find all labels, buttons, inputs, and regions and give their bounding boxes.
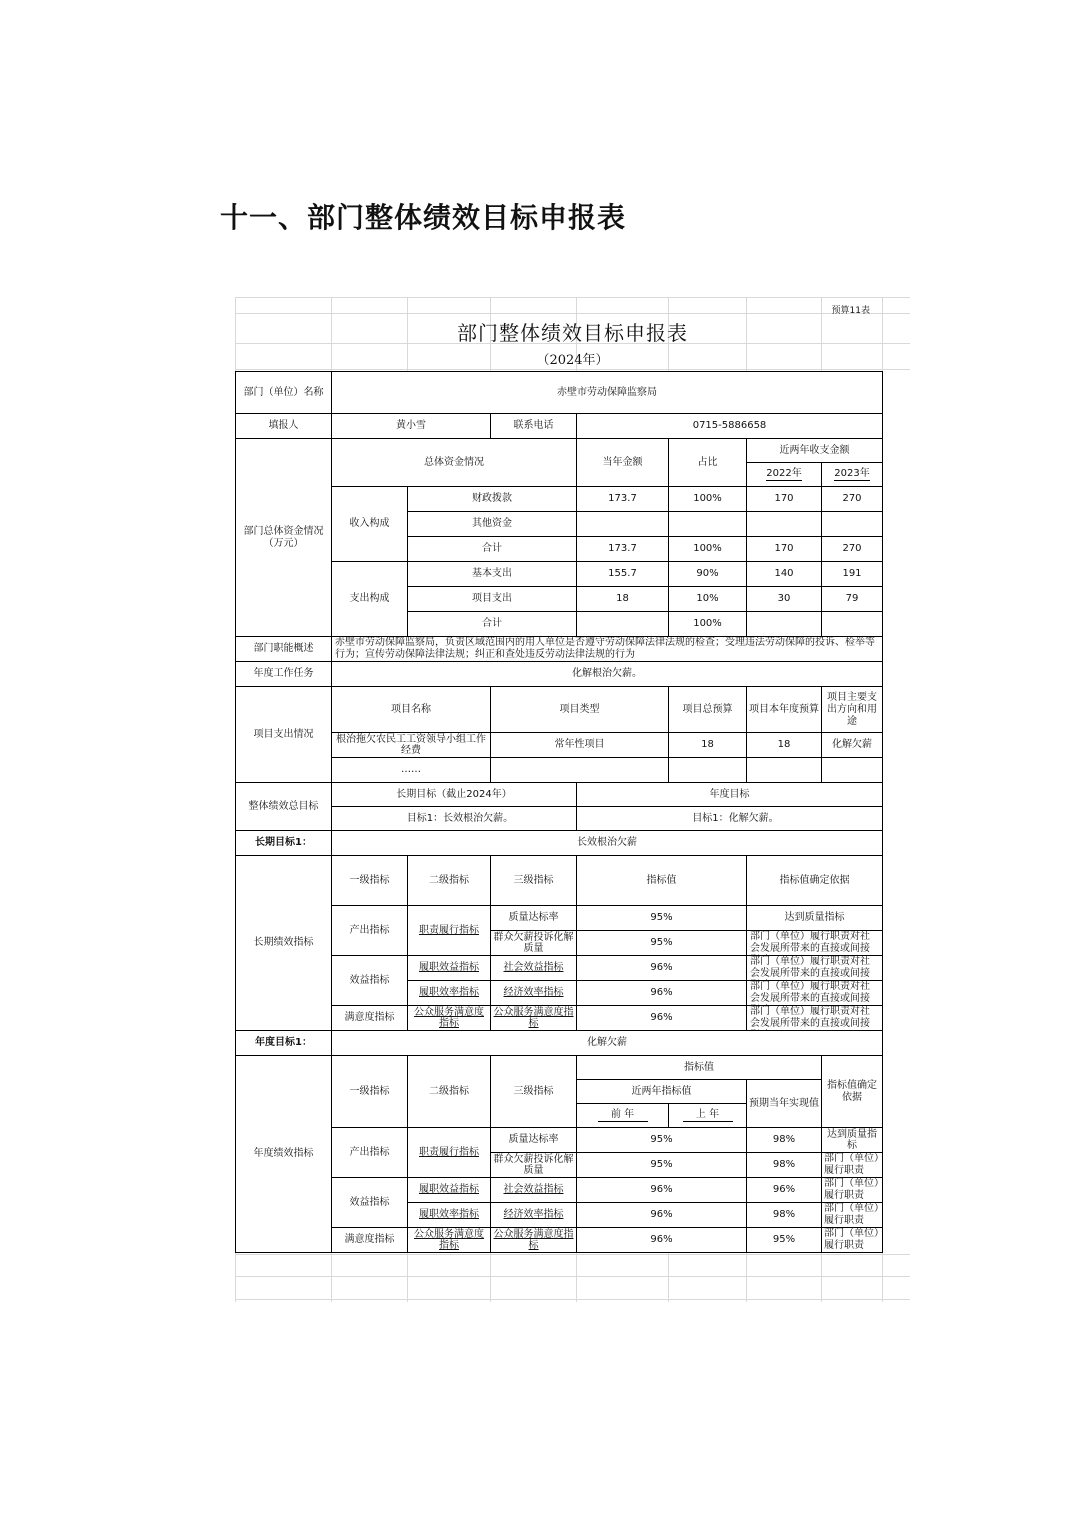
fund-row-name: 其他资金 bbox=[408, 512, 577, 537]
annual-basis: 部门（单位）履行职责 bbox=[822, 1153, 883, 1178]
phone-value: 0715-5886658 bbox=[577, 414, 883, 439]
overall-goal-label: 整体绩效总目标 bbox=[236, 783, 332, 831]
project-header-name: 项目名称 bbox=[332, 687, 491, 733]
project-type bbox=[491, 758, 669, 783]
funds-ratio-label: 占比 bbox=[669, 439, 747, 487]
long-indicators-label: 长期绩效指标 bbox=[236, 856, 332, 1031]
annual-goal-text: 目标1：化解欠薪。 bbox=[577, 807, 883, 831]
annual-expected: 96% bbox=[747, 1178, 822, 1203]
long-basis: 部门（单位）履行职责对社会发展所带来的直接或间接 bbox=[747, 1006, 883, 1031]
annual-recent: 96% bbox=[577, 1178, 747, 1203]
annual-header-l3: 三级指标 bbox=[491, 1056, 577, 1128]
long-goal-label: 长期目标（截止2024年） bbox=[332, 783, 577, 807]
document-number: 预算11表 bbox=[831, 306, 870, 316]
annual-recent: 95% bbox=[577, 1128, 747, 1153]
task-label: 年度工作任务 bbox=[236, 662, 332, 687]
fund-row-amount: 155.7 bbox=[577, 562, 669, 587]
fund-row-name: 基本支出 bbox=[408, 562, 577, 587]
task-text: 化解根治欠薪。 bbox=[332, 662, 883, 687]
long-l2: 职责履行指标 bbox=[408, 906, 491, 956]
long-l1-satisfaction: 满意度指标 bbox=[332, 1006, 408, 1031]
long-goal-text: 目标1：长效根治欠薪。 bbox=[332, 807, 577, 831]
project-name: 根治拖欠农民工工资领导小组工作经费 bbox=[332, 733, 491, 758]
annual-l3: 经济效率指标 bbox=[491, 1203, 577, 1228]
spreadsheet-sheet bbox=[235, 297, 910, 1302]
filler-label: 填报人 bbox=[236, 414, 332, 439]
long-basis: 部门（单位）履行职责对社会发展所带来的直接或间接 bbox=[747, 956, 883, 981]
project-header-total: 项目总预算 bbox=[669, 687, 747, 733]
project-annual: 18 bbox=[747, 733, 822, 758]
annual-header-l2: 二级指标 bbox=[408, 1056, 491, 1128]
fund-row-y2: 270 bbox=[822, 537, 883, 562]
long-header-l1: 一级指标 bbox=[332, 856, 408, 906]
long-basis: 部门（单位）履行职责对社会发展所带来的直接或间接 bbox=[747, 931, 883, 956]
long-term-value: 长效根治欠薪 bbox=[332, 831, 883, 856]
long-header-l2: 二级指标 bbox=[408, 856, 491, 906]
fund-row-amount: 173.7 bbox=[577, 537, 669, 562]
annual-l2: 公众服务满意度指标 bbox=[408, 1228, 491, 1253]
fund-row-y2: 79 bbox=[822, 587, 883, 612]
annual-recent: 96% bbox=[577, 1203, 747, 1228]
fund-row-name: 合计 bbox=[408, 537, 577, 562]
page-heading: 十一、部门整体绩效目标申报表 bbox=[220, 201, 627, 234]
fund-row-ratio: 10% bbox=[669, 587, 747, 612]
annual-l3: 质量达标率 bbox=[491, 1128, 577, 1153]
funds-year2: 2023年 bbox=[822, 463, 883, 487]
fund-row-y1: 30 bbox=[747, 587, 822, 612]
annual-basis: 部门（单位）履行职责 bbox=[822, 1203, 883, 1228]
project-total: 18 bbox=[669, 733, 747, 758]
fund-row-y1: 170 bbox=[747, 487, 822, 512]
annual-expected: 98% bbox=[747, 1153, 822, 1178]
long-basis: 达到质量指标 bbox=[747, 906, 883, 931]
fund-row-y1 bbox=[747, 512, 822, 537]
annual-l2: 职责履行指标 bbox=[408, 1128, 491, 1178]
fund-row-y1 bbox=[747, 612, 822, 637]
long-l3: 经济效率指标 bbox=[491, 981, 577, 1006]
project-header-use: 项目主要支出方向和用途 bbox=[822, 687, 883, 733]
annual-target-value: 化解欠薪 bbox=[332, 1031, 883, 1056]
fund-row-ratio: 100% bbox=[669, 537, 747, 562]
funds-recent-label: 近两年收支金额 bbox=[747, 439, 883, 463]
fund-row-y2: 191 bbox=[822, 562, 883, 587]
project-use bbox=[822, 758, 883, 783]
project-name: …… bbox=[332, 758, 491, 783]
annual-header-prev: 前 年 bbox=[577, 1104, 669, 1128]
fund-row-amount bbox=[577, 612, 669, 637]
fund-row-name: 财政拨款 bbox=[408, 487, 577, 512]
annual-expected: 95% bbox=[747, 1228, 822, 1253]
fund-row-name: 项目支出 bbox=[408, 587, 577, 612]
expense-label: 支出构成 bbox=[332, 562, 408, 637]
long-l2: 履职效益指标 bbox=[408, 956, 491, 981]
long-value: 96% bbox=[577, 981, 747, 1006]
annual-recent: 96% bbox=[577, 1228, 747, 1253]
annual-l1-benefit: 效益指标 bbox=[332, 1178, 408, 1228]
annual-header-l1: 一级指标 bbox=[332, 1056, 408, 1128]
annual-header-last: 上 年 bbox=[669, 1104, 747, 1128]
performance-table bbox=[235, 371, 883, 1253]
fund-row-ratio: 100% bbox=[669, 487, 747, 512]
fund-row-ratio bbox=[669, 512, 747, 537]
phone-label: 联系电话 bbox=[491, 414, 577, 439]
function-label: 部门职能概述 bbox=[236, 637, 332, 662]
project-type: 常年性项目 bbox=[491, 733, 669, 758]
annual-recent: 95% bbox=[577, 1153, 747, 1178]
long-value: 96% bbox=[577, 1006, 747, 1031]
project-header-type: 项目类型 bbox=[491, 687, 669, 733]
annual-basis: 部门（单位）履行职责 bbox=[822, 1178, 883, 1203]
funds-overall-label: 总体资金情况 bbox=[332, 439, 577, 487]
long-l1-benefit: 效益指标 bbox=[332, 956, 408, 1006]
fund-row-y2 bbox=[822, 512, 883, 537]
annual-l2: 履职效率指标 bbox=[408, 1203, 491, 1228]
annual-l3: 社会效益指标 bbox=[491, 1178, 577, 1203]
annual-expected: 98% bbox=[747, 1128, 822, 1153]
annual-l3: 公众服务满意度指标 bbox=[491, 1228, 577, 1253]
dept-name-value: 赤壁市劳动保障监察局 bbox=[332, 372, 883, 414]
fund-row-amount bbox=[577, 512, 669, 537]
annual-l2: 履职效益指标 bbox=[408, 1178, 491, 1203]
long-l3: 公众服务满意度指标 bbox=[491, 1006, 577, 1031]
funds-section-label: 部门总体资金情况（万元） bbox=[236, 439, 332, 637]
long-term-label: 长期目标1： bbox=[236, 831, 332, 856]
annual-target-label: 年度目标1： bbox=[236, 1031, 332, 1056]
annual-l3: 群众欠薪投诉化解质量 bbox=[491, 1153, 577, 1178]
long-l3: 社会效益指标 bbox=[491, 956, 577, 981]
annual-expected: 98% bbox=[747, 1203, 822, 1228]
fund-row-ratio: 90% bbox=[669, 562, 747, 587]
long-value: 96% bbox=[577, 956, 747, 981]
long-header-basis: 指标值确定依据 bbox=[747, 856, 883, 906]
annual-header-expected: 预期当年实现值 bbox=[747, 1080, 822, 1128]
project-total bbox=[669, 758, 747, 783]
long-header-l3: 三级指标 bbox=[491, 856, 577, 906]
fund-row-y1: 170 bbox=[747, 537, 822, 562]
fund-row-y2: 270 bbox=[822, 487, 883, 512]
document-year: （2024年） bbox=[536, 353, 609, 368]
long-basis: 部门（单位）履行职责对社会发展所带来的直接或间接 bbox=[747, 981, 883, 1006]
long-value: 95% bbox=[577, 931, 747, 956]
fund-row-y2 bbox=[822, 612, 883, 637]
fund-row-amount: 173.7 bbox=[577, 487, 669, 512]
long-l2: 履职效率指标 bbox=[408, 981, 491, 1006]
funds-year1: 2022年 bbox=[747, 463, 822, 487]
long-header-value: 指标值 bbox=[577, 856, 747, 906]
project-header-annual: 项目本年度预算 bbox=[747, 687, 822, 733]
income-label: 收入构成 bbox=[332, 487, 408, 562]
annual-goal-label: 年度目标 bbox=[577, 783, 883, 807]
annual-basis: 部门（单位）履行职责 bbox=[822, 1228, 883, 1253]
fund-row-name: 合计 bbox=[408, 612, 577, 637]
annual-indicators-label: 年度绩效指标 bbox=[236, 1056, 332, 1253]
long-l1-output: 产出指标 bbox=[332, 906, 408, 956]
annual-header-basis: 指标值确定依据 bbox=[822, 1056, 883, 1128]
fund-row-amount: 18 bbox=[577, 587, 669, 612]
long-l3: 质量达标率 bbox=[491, 906, 577, 931]
long-l3: 群众欠薪投诉化解质量 bbox=[491, 931, 577, 956]
annual-l1-output: 产出指标 bbox=[332, 1128, 408, 1178]
project-use: 化解欠薪 bbox=[822, 733, 883, 758]
funds-current-label: 当年金额 bbox=[577, 439, 669, 487]
annual-header-value: 指标值 bbox=[577, 1056, 822, 1080]
dept-name-label: 部门（单位）名称 bbox=[236, 372, 332, 414]
project-annual bbox=[747, 758, 822, 783]
long-value: 95% bbox=[577, 906, 747, 931]
long-l2: 公众服务满意度指标 bbox=[408, 1006, 491, 1031]
annual-header-recent: 近两年指标值 bbox=[577, 1080, 747, 1104]
annual-basis: 达到质量指标 bbox=[822, 1128, 883, 1153]
projects-label: 项目支出情况 bbox=[236, 687, 332, 783]
annual-l1-satisfaction: 满意度指标 bbox=[332, 1228, 408, 1253]
document-title: 部门整体绩效目标申报表 bbox=[457, 321, 688, 345]
fund-row-ratio: 100% bbox=[669, 612, 747, 637]
function-text: 赤壁市劳动保障监察局，负责区域范围内的用人单位是否遵守劳动保障法律法规的检查；受理违法劳动保障的投诉、检举等行为；宣传劳动保障法律法规；纠正和查处违反劳动法律法规的行为 bbox=[332, 637, 883, 662]
fund-row-y1: 140 bbox=[747, 562, 822, 587]
filler-value: 黄小雪 bbox=[332, 414, 491, 439]
